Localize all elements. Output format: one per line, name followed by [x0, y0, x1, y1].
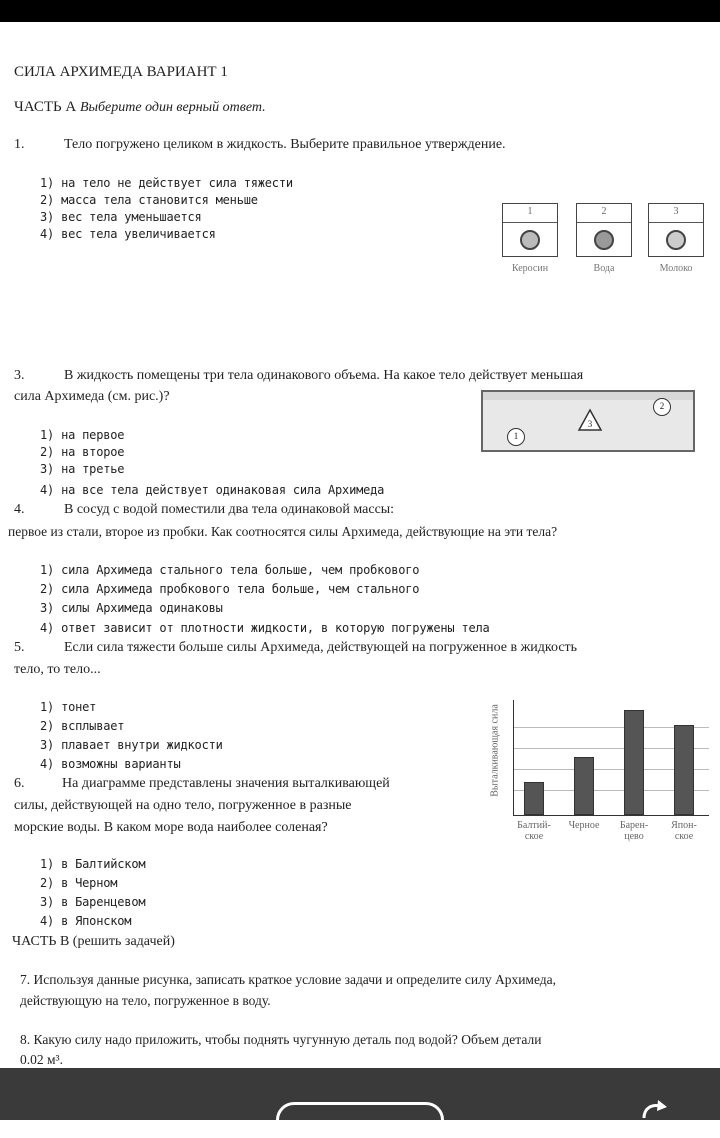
- chart-x-axis: [513, 815, 709, 816]
- chart-bar: [624, 710, 644, 815]
- q8-line-1: 8. Какую силу надо приложить, чтобы поднять чугунную деталь под водой? Объем детали: [20, 1032, 542, 1047]
- part-a-instruction: Выберите один верный ответ.: [79, 100, 266, 115]
- chart-x-tick-line: ское: [524, 831, 544, 842]
- home-pill-button[interactable]: [276, 1102, 444, 1138]
- figure-tank: [481, 390, 695, 452]
- q7-line-2: действующую на тело, погруженное в воду.: [20, 993, 271, 1008]
- chart-bar: [524, 782, 544, 815]
- chart-x-tick-line: Балтий-: [517, 820, 551, 831]
- part-a-label: ЧАСТЬ А: [14, 99, 77, 115]
- q3-line-1: В жидкость помещены три тела одинакового объема. На какое тело действует меньшая: [64, 368, 584, 383]
- chart-x-tick-label: [661, 820, 707, 842]
- beaker-3-label: Молоко: [659, 263, 693, 274]
- q6-number: 6.: [14, 776, 25, 791]
- chart-x-tick-label: [561, 820, 607, 831]
- beaker-3-number: 3: [673, 206, 679, 217]
- beaker-1-label: Керосин: [511, 263, 549, 274]
- q3-option-3[interactable]: 3) на третье: [40, 462, 125, 476]
- q3-option-2[interactable]: 2) на второе: [40, 445, 125, 459]
- chart-y-axis: [513, 700, 514, 815]
- chart-x-tick-line: ское: [674, 831, 694, 842]
- beaker-1-number: 1: [527, 206, 533, 217]
- chart-x-tick-line: цево: [624, 831, 644, 842]
- q4-option-1[interactable]: 1) сила Архимеда стального тела больше, чем пробкового: [40, 563, 420, 577]
- q4-number: 4.: [14, 502, 25, 517]
- q1-option-1[interactable]: 1) на тело не действует сила тяжести: [40, 176, 293, 190]
- chart-bar: [574, 757, 594, 815]
- chart-x-tick-line: Черное: [568, 820, 600, 831]
- chart-x-tick-label: [611, 820, 657, 842]
- q4-option-4[interactable]: 4) ответ зависит от плотности жидкости, в которую погружены тела: [40, 621, 490, 635]
- page-title: СИЛА АРХИМЕДА ВАРИАНТ 1: [14, 64, 228, 80]
- q5-number: 5.: [14, 640, 25, 655]
- chart-bar: [674, 725, 694, 815]
- q3-number: 3.: [14, 368, 25, 383]
- q3-option-4[interactable]: 4) на все тела действует одинаковая сила Архимеда: [40, 483, 385, 497]
- beaker-2: [576, 203, 632, 257]
- q3-line-2: сила Архимеда (см. рис.)?: [14, 389, 170, 404]
- q5-line-1: Если сила тяжести больше силы Архимеда, действующей на погруженное в жидкость: [64, 640, 578, 655]
- q4-option-2[interactable]: 2) сила Архимеда пробкового тела больше, чем стального: [40, 582, 420, 596]
- q1-option-2[interactable]: 2) масса тела становится меньше: [40, 193, 258, 207]
- q5-option-2[interactable]: 2) всплывает: [40, 719, 125, 733]
- q7-line-1: 7. Используя данные рисунка, записать краткое условие задачи и определите силу Архимеда,: [20, 972, 557, 987]
- q6-line-2: силы, действующей на одно тело, погруженное в разные: [14, 798, 352, 813]
- q4-option-3[interactable]: 3) силы Архимеда одинаковы: [40, 601, 223, 615]
- q5-option-4[interactable]: 4) возможны варианты: [40, 757, 181, 771]
- q6-option-3[interactable]: 3) в Баренцевом: [40, 895, 146, 909]
- ball-icon: [594, 230, 614, 250]
- q1-option-3[interactable]: 3) вес тела уменьшается: [40, 210, 202, 224]
- ball-icon: [520, 230, 540, 250]
- q6-line-3: морские воды. В каком море вода наиболее соленая?: [14, 820, 328, 835]
- chart-x-tick-line: Япон-: [671, 820, 697, 831]
- body-1-circle: 1: [507, 428, 525, 446]
- q1-number: 1.: [14, 137, 25, 152]
- part-a-header: [14, 99, 266, 116]
- chart-y-label: Выталкивающая сила: [489, 704, 501, 797]
- body-3-number: 3: [587, 419, 593, 429]
- q5-line-2: тело, то тело...: [14, 662, 101, 677]
- q6-option-1[interactable]: 1) в Балтийском: [40, 857, 146, 871]
- beaker-1: [502, 203, 558, 257]
- q1-option-4[interactable]: 4) вес тела увеличивается: [40, 227, 216, 241]
- q6-option-4[interactable]: 4) в Японском: [40, 914, 132, 928]
- beaker-3: [648, 203, 704, 257]
- rotate-icon[interactable]: [640, 1100, 668, 1120]
- chart-x-tick-label: [511, 820, 557, 842]
- q6-option-2[interactable]: 2) в Черном: [40, 876, 118, 890]
- part-b-header: ЧАСТЬ В (решить задачей): [12, 934, 175, 949]
- body-2-circle: 2: [653, 398, 671, 416]
- q5-option-1[interactable]: 1) тонет: [40, 700, 97, 714]
- chart-x-tick-line: Барен-: [619, 820, 649, 831]
- q8-line-2: 0.02 м³.: [20, 1052, 63, 1067]
- ball-icon: [666, 230, 686, 250]
- q4-line-1: В сосуд с водой поместили два тела одинаковой массы:: [64, 502, 395, 517]
- beaker-2-number: 2: [601, 206, 607, 217]
- q6-line-1: На диаграмме представлены значения выталкивающей: [62, 776, 390, 791]
- q1-text: Тело погружено целиком в жидкость. Выберите правильное утверждение.: [64, 137, 506, 152]
- q4-line-2: первое из стали, второе из пробки. Как соотносятся силы Архимеда, действующие на эти тела?: [8, 524, 558, 539]
- status-bar: [0, 0, 720, 22]
- body-3-triangle: [577, 408, 603, 432]
- q3-option-1[interactable]: 1) на первое: [40, 428, 125, 442]
- beaker-2-label: Вода: [593, 263, 615, 274]
- q5-option-3[interactable]: 3) плавает внутри жидкости: [40, 738, 223, 752]
